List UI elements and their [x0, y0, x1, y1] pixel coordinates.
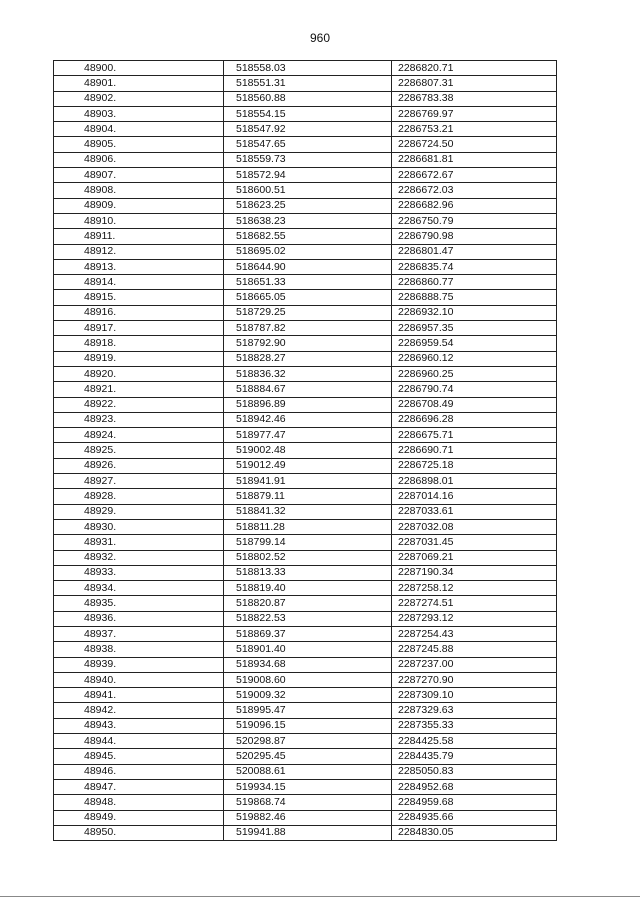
y-coordinate-cell: 2284959.68: [392, 795, 557, 810]
point-number-cell: 48925.: [54, 443, 224, 458]
point-number-cell: 48908.: [54, 183, 224, 198]
table-row: [54, 749, 557, 764]
table-row: [54, 351, 557, 366]
x-coordinate-cell: 518651.33: [224, 275, 392, 290]
y-coordinate-cell: 2286835.74: [392, 259, 557, 274]
y-coordinate-cell: 2286682.96: [392, 198, 557, 213]
x-coordinate-cell: 519096.15: [224, 718, 392, 733]
x-coordinate-cell: 518884.67: [224, 382, 392, 397]
point-number-cell: 48924.: [54, 428, 224, 443]
point-number-cell: 48912.: [54, 244, 224, 259]
table-row: [54, 428, 557, 443]
point-number-cell: 48905.: [54, 137, 224, 152]
x-coordinate-cell: 518560.88: [224, 91, 392, 106]
x-coordinate-cell: 518600.51: [224, 183, 392, 198]
y-coordinate-cell: 2287309.10: [392, 688, 557, 703]
y-coordinate-cell: 2287190.34: [392, 565, 557, 580]
x-coordinate-cell: 519934.15: [224, 779, 392, 794]
point-number-cell: 48937.: [54, 626, 224, 641]
page-number: 960: [309, 31, 331, 45]
point-number-cell: 48941.: [54, 688, 224, 703]
y-coordinate-cell: 2286675.71: [392, 428, 557, 443]
point-number-cell: 48945.: [54, 749, 224, 764]
y-coordinate-cell: 2286681.81: [392, 152, 557, 167]
y-coordinate-cell: 2284425.58: [392, 734, 557, 749]
table-row: [54, 183, 557, 198]
x-coordinate-cell: 519941.88: [224, 825, 392, 840]
table-row: [54, 642, 557, 657]
point-number-cell: 48903.: [54, 106, 224, 121]
table-row: [54, 382, 557, 397]
point-number-cell: 48950.: [54, 825, 224, 840]
coordinate-table-body: [54, 61, 557, 841]
y-coordinate-cell: 2286672.67: [392, 168, 557, 183]
y-coordinate-cell: 2286807.31: [392, 76, 557, 91]
point-number-cell: 48911.: [54, 229, 224, 244]
y-coordinate-cell: 2284435.79: [392, 749, 557, 764]
point-number-cell: 48928.: [54, 489, 224, 504]
y-coordinate-cell: 2287069.21: [392, 550, 557, 565]
y-coordinate-cell: 2286790.98: [392, 229, 557, 244]
point-number-cell: 48916.: [54, 305, 224, 320]
y-coordinate-cell: 2284830.05: [392, 825, 557, 840]
x-coordinate-cell: 518799.14: [224, 535, 392, 550]
x-coordinate-cell: 520295.45: [224, 749, 392, 764]
table-row: [54, 795, 557, 810]
x-coordinate-cell: 518828.27: [224, 351, 392, 366]
point-number-cell: 48939.: [54, 657, 224, 672]
table-row: [54, 137, 557, 152]
x-coordinate-cell: 518802.52: [224, 550, 392, 565]
y-coordinate-cell: 2287032.08: [392, 519, 557, 534]
point-number-cell: 48920.: [54, 366, 224, 381]
point-number-cell: 48922.: [54, 397, 224, 412]
x-coordinate-cell: 519868.74: [224, 795, 392, 810]
point-number-cell: 48913.: [54, 259, 224, 274]
x-coordinate-cell: 518869.37: [224, 626, 392, 641]
table-row: [54, 198, 557, 213]
y-coordinate-cell: 2286790.74: [392, 382, 557, 397]
point-number-cell: 48914.: [54, 275, 224, 290]
point-number-cell: 48900.: [54, 61, 224, 76]
y-coordinate-cell: 2286898.01: [392, 474, 557, 489]
table-row: [54, 213, 557, 228]
point-number-cell: 48949.: [54, 810, 224, 825]
y-coordinate-cell: 2286960.12: [392, 351, 557, 366]
y-coordinate-cell: 2287237.00: [392, 657, 557, 672]
table-row: [54, 305, 557, 320]
x-coordinate-cell: 519882.46: [224, 810, 392, 825]
y-coordinate-cell: 2285050.83: [392, 764, 557, 779]
table-row: [54, 106, 557, 121]
table-row: [54, 489, 557, 504]
point-number-cell: 48944.: [54, 734, 224, 749]
table-row: [54, 275, 557, 290]
y-coordinate-cell: 2286753.21: [392, 122, 557, 137]
table-row: [54, 443, 557, 458]
x-coordinate-cell: 518559.73: [224, 152, 392, 167]
table-row: [54, 581, 557, 596]
point-number-cell: 48940.: [54, 672, 224, 687]
y-coordinate-cell: 2286888.75: [392, 290, 557, 305]
y-coordinate-cell: 2287033.61: [392, 504, 557, 519]
x-coordinate-cell: 518665.05: [224, 290, 392, 305]
table-row: [54, 412, 557, 427]
y-coordinate-cell: 2287293.12: [392, 611, 557, 626]
x-coordinate-cell: 518901.40: [224, 642, 392, 657]
point-number-cell: 48929.: [54, 504, 224, 519]
table-row: [54, 321, 557, 336]
y-coordinate-cell: 2284952.68: [392, 779, 557, 794]
table-row: [54, 474, 557, 489]
x-coordinate-cell: 518822.53: [224, 611, 392, 626]
x-coordinate-cell: 519002.48: [224, 443, 392, 458]
y-coordinate-cell: 2286696.28: [392, 412, 557, 427]
y-coordinate-cell: 2287258.12: [392, 581, 557, 596]
y-coordinate-cell: 2286769.97: [392, 106, 557, 121]
table-row: [54, 366, 557, 381]
y-coordinate-cell: 2286724.50: [392, 137, 557, 152]
table-row: [54, 336, 557, 351]
x-coordinate-cell: 518977.47: [224, 428, 392, 443]
table-row: [54, 91, 557, 106]
point-number-cell: 48931.: [54, 535, 224, 550]
table-row: [54, 168, 557, 183]
point-number-cell: 48927.: [54, 474, 224, 489]
y-coordinate-cell: 2287329.63: [392, 703, 557, 718]
x-coordinate-cell: 518695.02: [224, 244, 392, 259]
x-coordinate-cell: 518729.25: [224, 305, 392, 320]
table-row: [54, 290, 557, 305]
x-coordinate-cell: 518941.91: [224, 474, 392, 489]
x-coordinate-cell: 518644.90: [224, 259, 392, 274]
point-number-cell: 48947.: [54, 779, 224, 794]
x-coordinate-cell: 518819.40: [224, 581, 392, 596]
y-coordinate-cell: 2286725.18: [392, 458, 557, 473]
x-coordinate-cell: 518787.82: [224, 321, 392, 336]
point-number-cell: 48915.: [54, 290, 224, 305]
table-row: [54, 244, 557, 259]
point-number-cell: 48921.: [54, 382, 224, 397]
table-row: [54, 596, 557, 611]
table-row: [54, 626, 557, 641]
page-bottom-edge: [0, 896, 640, 897]
point-number-cell: 48923.: [54, 412, 224, 427]
y-coordinate-cell: 2287031.45: [392, 535, 557, 550]
x-coordinate-cell: 518682.55: [224, 229, 392, 244]
point-number-cell: 48919.: [54, 351, 224, 366]
y-coordinate-cell: 2286959.54: [392, 336, 557, 351]
x-coordinate-cell: 518896.89: [224, 397, 392, 412]
table-row: [54, 611, 557, 626]
x-coordinate-cell: 518879.11: [224, 489, 392, 504]
y-coordinate-cell: 2286860.77: [392, 275, 557, 290]
point-number-cell: 48902.: [54, 91, 224, 106]
point-number-cell: 48942.: [54, 703, 224, 718]
point-number-cell: 48917.: [54, 321, 224, 336]
y-coordinate-cell: 2286932.10: [392, 305, 557, 320]
x-coordinate-cell: 518934.68: [224, 657, 392, 672]
table-row: [54, 535, 557, 550]
x-coordinate-cell: 518623.25: [224, 198, 392, 213]
point-number-cell: 48904.: [54, 122, 224, 137]
y-coordinate-cell: 2286820.71: [392, 61, 557, 76]
point-number-cell: 48932.: [54, 550, 224, 565]
x-coordinate-cell: 518792.90: [224, 336, 392, 351]
x-coordinate-cell: 520298.87: [224, 734, 392, 749]
point-number-cell: 48948.: [54, 795, 224, 810]
x-coordinate-cell: 519012.49: [224, 458, 392, 473]
x-coordinate-cell: 518811.28: [224, 519, 392, 534]
y-coordinate-cell: 2286690.71: [392, 443, 557, 458]
table-row: [54, 718, 557, 733]
point-number-cell: 48938.: [54, 642, 224, 657]
x-coordinate-cell: 518551.31: [224, 76, 392, 91]
point-number-cell: 48906.: [54, 152, 224, 167]
point-number-cell: 48907.: [54, 168, 224, 183]
y-coordinate-cell: 2287014.16: [392, 489, 557, 504]
point-number-cell: 48909.: [54, 198, 224, 213]
y-coordinate-cell: 2286672.03: [392, 183, 557, 198]
y-coordinate-cell: 2287274.51: [392, 596, 557, 611]
point-number-cell: 48901.: [54, 76, 224, 91]
point-number-cell: 48910.: [54, 213, 224, 228]
table-row: [54, 672, 557, 687]
x-coordinate-cell: 519009.32: [224, 688, 392, 703]
point-number-cell: 48926.: [54, 458, 224, 473]
x-coordinate-cell: 518942.46: [224, 412, 392, 427]
x-coordinate-cell: 518572.94: [224, 168, 392, 183]
table-row: [54, 229, 557, 244]
x-coordinate-cell: 518547.65: [224, 137, 392, 152]
table-row: [54, 703, 557, 718]
table-row: [54, 779, 557, 794]
table-row: [54, 519, 557, 534]
table-row: [54, 61, 557, 76]
y-coordinate-cell: 2286957.35: [392, 321, 557, 336]
x-coordinate-cell: 518820.87: [224, 596, 392, 611]
table-row: [54, 565, 557, 580]
table-row: [54, 810, 557, 825]
y-coordinate-cell: 2286750.79: [392, 213, 557, 228]
table-row: [54, 397, 557, 412]
x-coordinate-cell: 518558.03: [224, 61, 392, 76]
y-coordinate-cell: 2286801.47: [392, 244, 557, 259]
point-number-cell: 48918.: [54, 336, 224, 351]
point-number-cell: 48946.: [54, 764, 224, 779]
table-row: [54, 657, 557, 672]
y-coordinate-cell: 2286960.25: [392, 366, 557, 381]
table-row: [54, 825, 557, 840]
table-row: [54, 504, 557, 519]
table-row: [54, 259, 557, 274]
table-row: [54, 688, 557, 703]
coordinate-table: [53, 60, 557, 841]
x-coordinate-cell: 518995.47: [224, 703, 392, 718]
y-coordinate-cell: 2287254.43: [392, 626, 557, 641]
y-coordinate-cell: 2284935.66: [392, 810, 557, 825]
table-row: [54, 458, 557, 473]
x-coordinate-cell: 518638.23: [224, 213, 392, 228]
table-row: [54, 764, 557, 779]
table-row: [54, 550, 557, 565]
x-coordinate-cell: 518836.32: [224, 366, 392, 381]
x-coordinate-cell: 519008.60: [224, 672, 392, 687]
table-row: [54, 152, 557, 167]
point-number-cell: 48930.: [54, 519, 224, 534]
x-coordinate-cell: 518547.92: [224, 122, 392, 137]
table-row: [54, 122, 557, 137]
x-coordinate-cell: 518554.15: [224, 106, 392, 121]
x-coordinate-cell: 520088.61: [224, 764, 392, 779]
y-coordinate-cell: 2287355.33: [392, 718, 557, 733]
y-coordinate-cell: 2287270.90: [392, 672, 557, 687]
point-number-cell: 48936.: [54, 611, 224, 626]
y-coordinate-cell: 2286783.38: [392, 91, 557, 106]
x-coordinate-cell: 518813.33: [224, 565, 392, 580]
point-number-cell: 48934.: [54, 581, 224, 596]
point-number-cell: 48943.: [54, 718, 224, 733]
y-coordinate-cell: 2287245.88: [392, 642, 557, 657]
point-number-cell: 48935.: [54, 596, 224, 611]
table-row: [54, 76, 557, 91]
x-coordinate-cell: 518841.32: [224, 504, 392, 519]
table-row: [54, 734, 557, 749]
point-number-cell: 48933.: [54, 565, 224, 580]
y-coordinate-cell: 2286708.49: [392, 397, 557, 412]
